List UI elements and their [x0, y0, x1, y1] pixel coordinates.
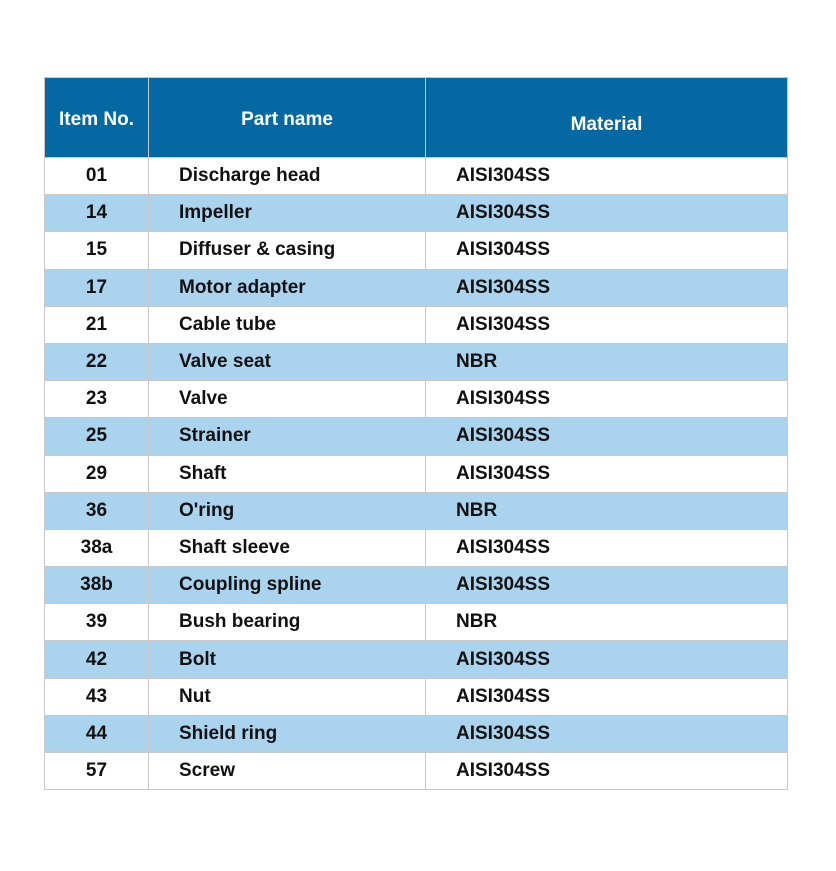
cell-material: AISI304SS [426, 567, 788, 604]
cell-material: AISI304SS [426, 455, 788, 492]
table-row [45, 306, 788, 343]
cell-part-name: Screw [149, 753, 426, 790]
cell-item-no: 14 [45, 195, 149, 232]
cell-material: AISI304SS [426, 269, 788, 306]
cell-item-no: 38a [45, 529, 149, 566]
cell-item-no: 43 [45, 678, 149, 715]
cell-item-no: 01 [45, 158, 149, 195]
table-row [45, 678, 788, 715]
cell-item-no: 17 [45, 269, 149, 306]
header-material: Material [426, 78, 788, 158]
cell-material: NBR [426, 492, 788, 529]
table-row [45, 604, 788, 641]
cell-item-no: 42 [45, 641, 149, 678]
cell-part-name: Impeller [149, 195, 426, 232]
cell-part-name: Valve [149, 381, 426, 418]
table-row [45, 715, 788, 752]
table-row [45, 195, 788, 232]
cell-material: AISI304SS [426, 753, 788, 790]
table-row [45, 641, 788, 678]
cell-part-name: Cable tube [149, 306, 426, 343]
cell-part-name: Motor adapter [149, 269, 426, 306]
cell-part-name: Valve seat [149, 343, 426, 380]
cell-material: AISI304SS [426, 678, 788, 715]
cell-item-no: 29 [45, 455, 149, 492]
parts-material-table [44, 77, 788, 790]
table-row [45, 492, 788, 529]
table-header-row [45, 78, 788, 158]
table-row [45, 232, 788, 269]
cell-part-name: Diffuser & casing [149, 232, 426, 269]
cell-item-no: 25 [45, 418, 149, 455]
cell-part-name: Coupling spline [149, 567, 426, 604]
cell-material: AISI304SS [426, 306, 788, 343]
cell-material: AISI304SS [426, 715, 788, 752]
cell-part-name: Shield ring [149, 715, 426, 752]
cell-part-name: Nut [149, 678, 426, 715]
cell-part-name: O'ring [149, 492, 426, 529]
table-row [45, 158, 788, 195]
cell-part-name: Bush bearing [149, 604, 426, 641]
cell-material: AISI304SS [426, 232, 788, 269]
cell-material: AISI304SS [426, 158, 788, 195]
table-row [45, 529, 788, 566]
cell-material: AISI304SS [426, 529, 788, 566]
cell-item-no: 23 [45, 381, 149, 418]
cell-part-name: Shaft sleeve [149, 529, 426, 566]
table-row [45, 567, 788, 604]
table-row [45, 418, 788, 455]
table-row [45, 455, 788, 492]
cell-material: NBR [426, 343, 788, 380]
cell-part-name: Strainer [149, 418, 426, 455]
table-row [45, 269, 788, 306]
cell-item-no: 57 [45, 753, 149, 790]
cell-item-no: 22 [45, 343, 149, 380]
cell-item-no: 44 [45, 715, 149, 752]
table-row [45, 381, 788, 418]
cell-item-no: 38b [45, 567, 149, 604]
cell-material: NBR [426, 604, 788, 641]
cell-part-name: Bolt [149, 641, 426, 678]
cell-part-name: Shaft [149, 455, 426, 492]
table-row [45, 343, 788, 380]
cell-material: AISI304SS [426, 195, 788, 232]
cell-material: AISI304SS [426, 641, 788, 678]
cell-item-no: 21 [45, 306, 149, 343]
cell-item-no: 39 [45, 604, 149, 641]
cell-material: AISI304SS [426, 381, 788, 418]
header-part-name: Part name [149, 78, 426, 158]
table-row [45, 753, 788, 790]
cell-part-name: Discharge head [149, 158, 426, 195]
header-item-no: Item No. [45, 78, 149, 158]
cell-item-no: 15 [45, 232, 149, 269]
cell-material: AISI304SS [426, 418, 788, 455]
cell-item-no: 36 [45, 492, 149, 529]
